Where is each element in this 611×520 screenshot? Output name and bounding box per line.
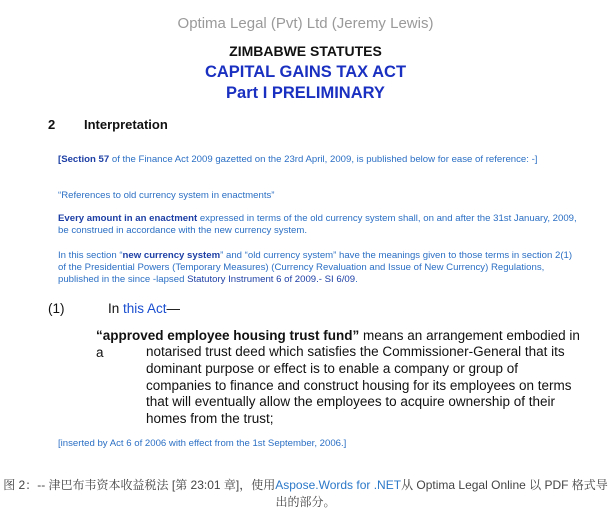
inserted-note: [inserted by Act 6 of 2006 with effect from the 1st September, 2006.]: [58, 438, 347, 449]
note-section-ref: [Section 57: [58, 154, 110, 165]
subsection-number: (1): [48, 301, 65, 316]
note-text: of the Finance Act 2009 gazetted on the 23rd April, 2009, is published below for ease of reference: -]: [109, 154, 538, 165]
editorial-note-definitions: [58, 250, 578, 286]
note-bold-term: new currency system: [122, 250, 221, 261]
editorial-note-heading: “References to old currency system in enactments”: [58, 190, 275, 201]
editorial-note-every-amount: [58, 213, 578, 237]
definition-term: “approved employee housing trust fund”: [96, 328, 360, 343]
part-title: Part I PRELIMINARY: [226, 84, 385, 102]
caption-text: 图 2：-- 津巴布韦资本收益税法 [第 23:01 章]，使用: [3, 478, 276, 492]
note-text: ” and “old currency system” have the meanings given to those terms in section 2(1) of the Presidential Powers (Temporary Measures) (Currency Revaluation and Issue of New Currency) Regulations, published in the since -lapsed: [58, 250, 573, 285]
statutes-heading: ZIMBABWE STATUTES: [229, 43, 382, 59]
firm-name: Optima Legal (Pvt) Ltd (Jeremy Lewis): [177, 15, 434, 32]
note-text: .: [355, 274, 358, 285]
subsection-text: —: [166, 301, 181, 316]
figure-caption: [0, 477, 611, 511]
editorial-note-section57: [58, 154, 578, 166]
act-title: CAPITAL GAINS TAX ACT: [204, 63, 407, 81]
section-number: 2: [48, 117, 56, 132]
definition-text: means an arrangement embodied in a: [96, 328, 580, 360]
subsection-text: In: [108, 301, 124, 316]
note-text: In this section “: [58, 250, 123, 261]
caption-text: 从 Optima Legal Online 以 PDF 格式导出的部分。: [275, 478, 608, 509]
section-title: Interpretation: [84, 117, 168, 132]
subsection-intro: [108, 301, 180, 316]
this-act-link[interactable]: this Act: [123, 301, 167, 316]
statutory-instrument-link[interactable]: Statutory Instrument 6 of 2009.- SI 6/09: [187, 274, 356, 285]
aspose-words-link[interactable]: Aspose.Words for .NET: [275, 478, 402, 492]
note-bold-phrase: Every amount in an enactment: [58, 213, 198, 224]
note-text: expressed in terms of the old currency system shall, on and after the 31st January, 2009, be construed in accordance with the new currency system.: [58, 213, 577, 236]
definition-body: notarised trust deed which satisfies the Commissioner-General that its dominant purpose or effect is to enable a company or group of companies to finance and construct housing for its employees on terms that will eventually allow the employees to acquire ownership of their homes from the trust;: [146, 344, 572, 427]
